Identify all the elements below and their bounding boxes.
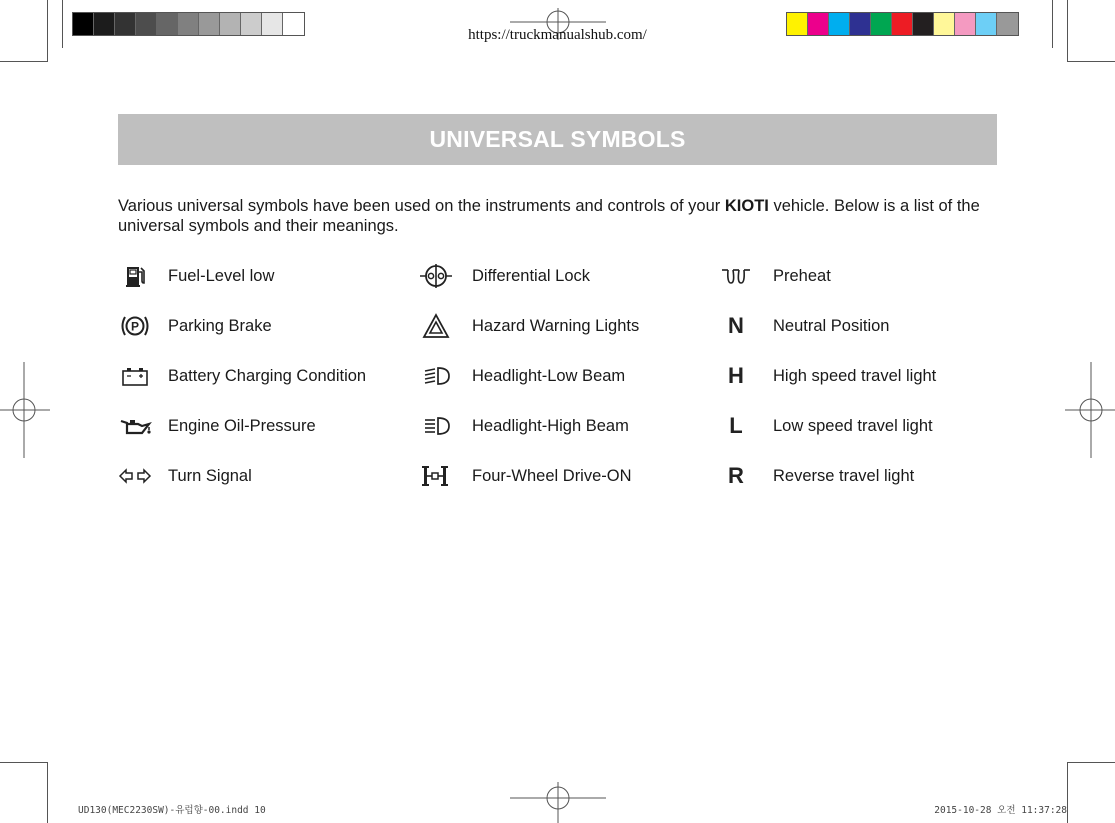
footer-file-info: UD130(MEC2230SW)-유럽향-00.indd 10	[78, 805, 266, 816]
symbol-label: Turn Signal	[168, 467, 252, 485]
hazard-triangle-icon	[419, 311, 453, 341]
turn-signal-icon	[118, 461, 152, 491]
symbol-label: Parking Brake	[168, 317, 272, 335]
symbol-label: Preheat	[773, 267, 831, 285]
crop-mark-bottom-right-v	[1067, 762, 1068, 823]
high-beam-icon	[419, 411, 453, 441]
symbol-label: Hazard Warning Lights	[472, 317, 640, 335]
symbol-label: Headlight-High Beam	[472, 417, 629, 435]
differential-lock-icon	[419, 261, 453, 291]
symbol-label: Battery Charging Condition	[168, 367, 367, 385]
brand-name: KIOTI	[724, 197, 769, 215]
preheat-coil-icon	[719, 261, 753, 291]
symbol-label: Engine Oil-Pressure	[168, 417, 316, 435]
intro-paragraph	[118, 196, 1003, 236]
four-wheel-drive-icon	[419, 461, 453, 491]
crop-mark-bottom-left-v	[47, 762, 48, 823]
symbol-label: High speed travel light	[773, 367, 937, 385]
svg-text:P: P	[130, 319, 140, 334]
high-speed-indicator: H	[728, 363, 744, 388]
crop-mark-bottom-left-h	[0, 762, 48, 763]
low-speed-indicator: L	[729, 413, 743, 438]
symbol-label: Fuel-Level low	[168, 267, 275, 285]
section-heading	[118, 114, 997, 165]
low-beam-icon	[419, 361, 453, 391]
oil-can-icon	[118, 411, 152, 441]
reverse-indicator: R	[728, 463, 744, 488]
neutral-position-indicator: N	[728, 313, 744, 338]
section-heading-text: UNIVERSAL SYMBOLS	[429, 126, 686, 152]
fuel-pump-icon	[118, 261, 152, 291]
symbol-label: Neutral Position	[773, 317, 890, 335]
registration-mark-left	[0, 362, 50, 458]
crop-mark-top-left-h	[0, 61, 48, 62]
battery-icon	[118, 361, 152, 391]
symbol-label: Reverse travel light	[773, 467, 915, 485]
registration-mark-right	[1065, 362, 1115, 458]
symbol-label: Differential Lock	[472, 267, 591, 285]
symbol-label: Four-Wheel Drive-ON	[472, 467, 632, 485]
crop-mark-top-right-h	[1067, 61, 1115, 62]
symbol-label: Headlight-Low Beam	[472, 367, 626, 385]
footer-timestamp: 2015-10-28 오전 11:37:28	[934, 805, 1067, 816]
crop-mark-bottom-right-h	[1067, 762, 1115, 763]
registration-mark-bottom	[510, 782, 606, 823]
intro-text-after: vehicle. Below is a list of the universal symbols and their meanings.	[118, 197, 980, 235]
intro-text-before: Various universal symbols have been used on the instruments and controls of your	[118, 197, 725, 215]
parking-brake-icon	[118, 311, 152, 341]
symbol-label: Low speed travel light	[773, 417, 933, 435]
source-url: https://truckmanualshub.com/	[468, 27, 647, 43]
